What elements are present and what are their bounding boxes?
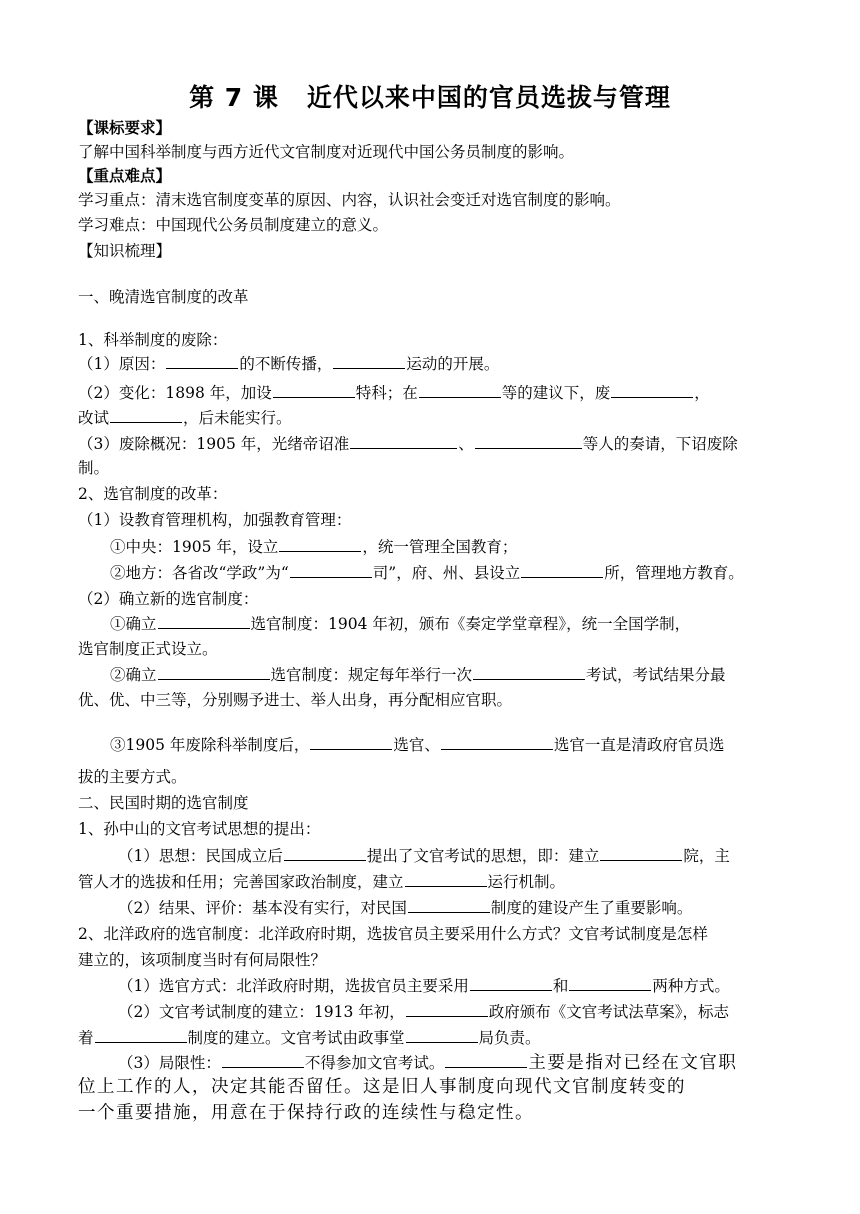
answer-blank [419,383,501,398]
text-run: 主要是指对已经在文官职 [528,1053,738,1073]
curriculum-text: 了解中国科举制度与西方近代文官制度对近现代中国公务员制度的影响。 [78,143,575,161]
line-establish-2-cont: 优、优、中三等，分别赐予进士、举人出身，再分配相应官职。 [78,691,513,709]
line-exam-law [118,1002,786,1022]
key-point-text: 学习重点：清末选官制度变革的原因、内容，认识社会变迁对选官制度的影响。 [78,191,621,209]
line-limitation-cont: 位上工作的人，决定其能否留任。这是旧人事制度向现代文官制度转变的 [78,1077,686,1097]
answer-blank [521,563,603,578]
answer-blank [445,1053,527,1068]
subsection-1-2: 2、选官制度的改革： [78,485,228,503]
text-run: ②确立 [110,666,157,684]
lesson-name: 近代以来中国的官员选拔与管理 [306,83,671,112]
answer-blank [406,1028,478,1043]
answer-blank [470,976,552,991]
answer-blank [279,537,361,552]
line-exam-law-cont [78,1028,786,1048]
text-run: 选官制度：1904 年初，颁布《奏定学堂章程》，统一全国学制， [250,615,691,633]
answer-blank [406,1002,488,1017]
text-run: 选官、 [393,736,440,754]
line-establish-1-cont: 选官制度正式设立。 [78,640,218,658]
text-run: 等人的奏请，下诏废除 [582,435,738,453]
text-run: 的不断传播， [239,355,333,373]
line-reason [78,354,786,374]
answer-blank [273,383,355,398]
text-run: 局负责。 [478,1029,541,1047]
text-run: ， [694,384,710,402]
line-change [78,383,786,403]
line-new-system: （2）确立新的选官制度： [78,590,259,608]
heading-curriculum: 【课标要求】 [78,118,172,137]
answer-blank [158,614,250,629]
answer-blank [110,408,182,423]
line-abolish [78,434,786,454]
text-run: （1）原因： [78,355,166,373]
answer-blank [475,434,582,449]
answer-blank [441,735,553,750]
answer-blank [284,846,366,861]
heading-knowledge: 【知识梳理】 [78,242,172,260]
text-run: 运动的开展。 [406,355,500,373]
answer-blank [95,1028,187,1043]
subsection-2-2: 2、北洋政府的选官制度：北洋政府时期，选拔官员主要采用什么方式？文官考试制度是怎样 [78,925,708,943]
text-run: （2）文官考试制度的建立：1913 年初， [118,1003,405,1021]
answer-blank [600,846,682,861]
difficulty-text: 学习难点：中国现代公务员制度建立的意义。 [78,216,389,234]
text-run: （3）废除概况：1905 年，光绪帝诏准 [78,435,350,453]
text-run: 运行机制。 [487,873,566,891]
lesson-title [0,78,860,114]
answer-blank [310,735,392,750]
text-run: ①确立 [110,615,157,633]
answer-blank [222,1053,304,1068]
text-run: ，统一管理全国教育； [362,538,518,556]
answer-blank [350,434,457,449]
text-run: （3）局限性： [118,1054,221,1072]
text-run: 不得参加文官考试。 [304,1054,445,1072]
text-run: 提出了文官考试的思想，即：建立 [366,847,600,865]
text-run: ②地方：各省改“学政”为“ [110,564,289,582]
text-run: ①中央：1905 年，设立 [110,538,279,556]
answer-blank [158,665,270,680]
answer-blank [290,563,372,578]
text-run: （1）选官方式：北洋政府时期，选拔官员主要采用 [118,977,469,995]
line-establish-1 [110,614,786,634]
line-thought [118,846,786,866]
line-limitation-end: 一个重要措施，用意在于保持行政的连续性与稳定性。 [78,1103,534,1123]
text-run: 选官制度：规定每年举行一次 [270,666,473,684]
line-after-1905-cont: 拔的主要方式。 [78,768,187,786]
text-run: 所，管理地方教育。 [604,564,744,582]
text-run: 制度的建设产生了重要影响。 [490,899,693,917]
subsection-1-1: 1、科举制度的废除： [78,331,228,349]
line-abolish-cont: 制。 [78,459,110,477]
text-run: 特科；在 [355,384,418,402]
line-method [118,976,786,996]
text-run: （2）结果、评价：基本没有实行，对民国 [118,899,407,917]
answer-blank [569,976,651,991]
line-thought-cont [78,872,786,892]
subsection-2-1: 1、孙中山的文官考试思想的提出： [78,820,321,838]
text-run: 政府颁布《文官考试法草案》，标志 [488,1003,730,1021]
text-run: 管人才的选拔和任用；完善国家政治制度，建立 [78,873,404,891]
text-run: 考试，考试结果分最 [586,666,726,684]
text-run: 司”，府、州、县设立 [372,564,521,582]
section-1-heading: 一、晚清选官制度的改革 [78,288,249,306]
text-run: ③1905 年废除科举制度后， [110,736,310,754]
heading-key-points: 【重点难点】 [78,166,172,185]
answer-blank [611,383,693,398]
text-run: 制度的建立。文官考试由政事堂 [187,1029,405,1047]
line-change-cont [78,408,786,428]
section-2-heading: 二、民国时期的选官制度 [78,794,249,812]
text-run: （2）变化：1898 年，加设 [78,384,272,402]
text-run: 等的建议下，废 [501,384,611,402]
answer-blank [333,354,405,369]
text-run: 选官一直是清政府官员选 [553,736,725,754]
text-run: 两种方式。 [652,977,730,995]
line-local [110,563,786,583]
line-after-1905 [110,735,786,755]
subsection-2-2-cont: 建立的，该项制度当时有何局限性？ [78,951,327,969]
answer-blank [166,354,238,369]
line-limitation [118,1053,786,1073]
answer-blank [473,665,585,680]
text-run: 院，主 [683,847,730,865]
text-run: 、 [458,435,474,453]
text-run: 着 [78,1029,94,1047]
text-run: （1）思想：民国成立后 [118,847,283,865]
lesson-number: 第 7 课 [189,83,279,112]
line-result [118,898,786,918]
line-establish-2 [110,665,786,685]
text-run: ，后未能实行。 [183,409,292,427]
text-run: 和 [552,977,569,995]
line-edu-admin: （1）设教育管理机构，加强教育管理： [78,511,352,529]
answer-blank [405,872,487,887]
text-run: 改试 [78,409,110,427]
line-central [110,537,786,557]
answer-blank [408,898,490,913]
